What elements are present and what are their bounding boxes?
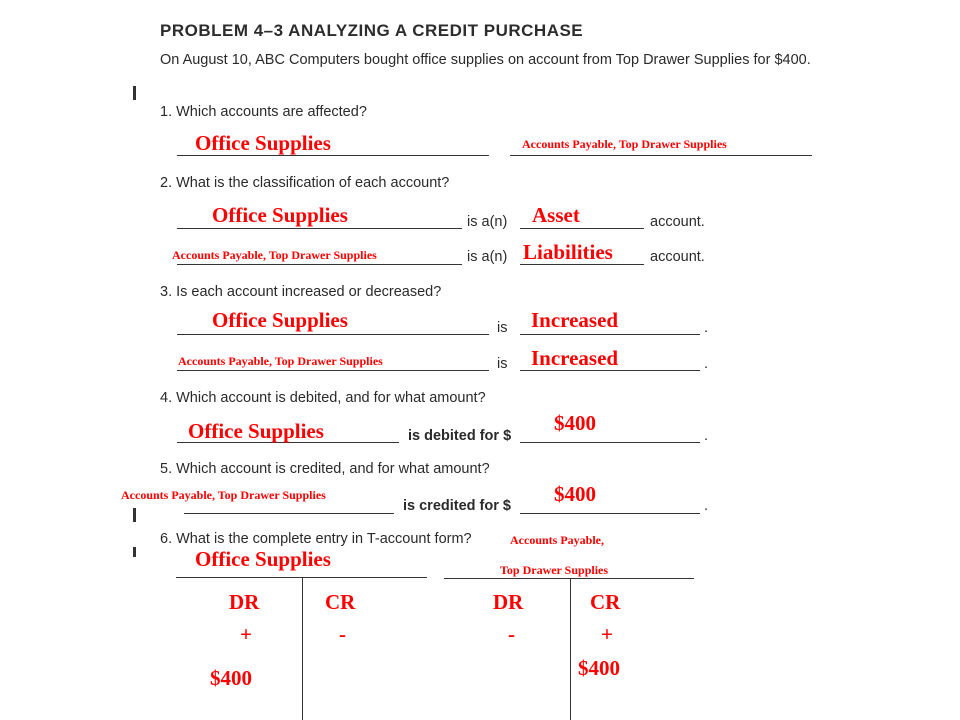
question-1: 1. Which accounts are affected? xyxy=(160,104,367,120)
is-label: is xyxy=(497,356,508,372)
question-5: 5. Which account is credited, and for what amount? xyxy=(160,461,490,477)
t-account-divider xyxy=(302,577,303,720)
answer-line xyxy=(177,264,462,265)
q2-answer-asset: Asset xyxy=(532,203,580,227)
question-6: 6. What is the complete entry in T-account form? xyxy=(160,531,472,547)
answer-line xyxy=(510,155,812,156)
problem-title: PROBLEM 4–3 ANALYZING A CREDIT PURCHASE xyxy=(160,21,584,40)
t-account-2-cr-sign: + xyxy=(601,622,613,646)
binding-mark xyxy=(133,86,136,100)
is-label: is xyxy=(497,320,508,336)
t-account-top-line xyxy=(444,578,694,579)
question-2: 2. What is the classification of each account? xyxy=(160,175,450,191)
q4-answer-office-supplies: Office Supplies xyxy=(188,419,324,443)
t-account-1-name: Office Supplies xyxy=(195,547,331,571)
account-label: account. xyxy=(650,249,705,265)
account-label: account. xyxy=(650,214,705,230)
t-account-2-name-line2: Top Drawer Supplies xyxy=(500,563,609,577)
answer-line xyxy=(520,513,700,514)
t-account-1-dr-sign: + xyxy=(240,622,252,646)
binding-mark xyxy=(133,508,136,522)
q2-answer-office-supplies: Office Supplies xyxy=(212,203,348,227)
q1-answer-office-supplies: Office Supplies xyxy=(195,131,331,155)
answer-line xyxy=(177,334,489,335)
answer-line xyxy=(520,228,644,229)
q5-answer-amount: $400 xyxy=(554,482,596,506)
t-account-2-dr-sign: - xyxy=(508,622,515,646)
t-account-1-cr-sign: - xyxy=(339,622,346,646)
t-account-2-name-line1: Accounts Payable, xyxy=(510,533,604,547)
binding-mark xyxy=(133,547,136,557)
t-account-2-cr-label: CR xyxy=(590,590,621,614)
credited-for-label: is credited for $ xyxy=(403,498,511,514)
q2-answer-accounts-payable: Accounts Payable, Top Drawer Supplies xyxy=(172,248,377,262)
q3-answer-accounts-payable: Accounts Payable, Top Drawer Supplies xyxy=(178,354,383,368)
q3-answer-office-supplies: Office Supplies xyxy=(212,308,348,332)
question-4: 4. Which account is debited, and for what amount? xyxy=(160,390,486,406)
t-account-1-dr-label: DR xyxy=(229,590,260,614)
period-label: . xyxy=(704,356,709,372)
answer-line xyxy=(177,228,462,229)
t-account-1-cr-label: CR xyxy=(325,590,356,614)
q2-answer-liabilities: Liabilities xyxy=(523,240,613,264)
q3-answer-increased: Increased xyxy=(531,308,619,332)
q1-answer-accounts-payable: Accounts Payable, Top Drawer Supplies xyxy=(522,137,727,151)
q4-answer-amount: $400 xyxy=(554,411,596,435)
t-account-2-cr-amount: $400 xyxy=(578,656,620,680)
period-label: . xyxy=(704,428,709,444)
q3-answer-increased-2: Increased xyxy=(531,346,619,370)
period-label: . xyxy=(704,498,709,514)
question-3: 3. Is each account increased or decreased? xyxy=(160,284,442,300)
q5-answer-accounts-payable: Accounts Payable, Top Drawer Supplies xyxy=(121,488,326,502)
problem-intro: On August 10, ABC Computers bought office supplies on account from Top Drawer Supplies for $400. xyxy=(160,52,811,68)
t-account-divider xyxy=(570,578,571,720)
t-account-2-dr-label: DR xyxy=(493,590,524,614)
answer-line xyxy=(520,442,700,443)
answer-line xyxy=(184,513,394,514)
t-account-1-dr-amount: $400 xyxy=(210,666,252,690)
answer-line xyxy=(520,334,700,335)
answer-line xyxy=(177,370,489,371)
is-an-label: is a(n) xyxy=(467,249,508,265)
debited-for-label: is debited for $ xyxy=(408,428,512,444)
period-label: . xyxy=(704,320,709,336)
is-an-label: is a(n) xyxy=(467,214,508,230)
